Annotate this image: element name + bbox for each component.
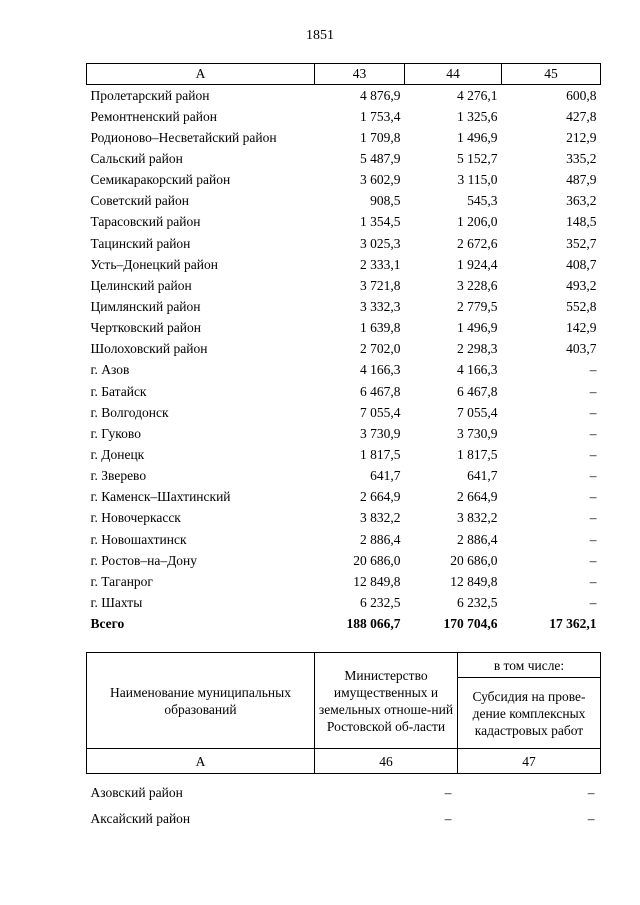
subsidy-header: Субсидия на прове-дение комплексных кадастровых работ	[458, 678, 601, 749]
value-col-45: –	[589, 489, 597, 505]
page-number: 1851	[306, 28, 334, 43]
value-col-44: 1 924,4	[457, 256, 498, 272]
value-col-43: 641,7	[370, 468, 401, 484]
municipality-name: Усть–Донецкий район	[90, 256, 218, 272]
value-col-44: 2 886,4	[457, 531, 498, 547]
municipality-name: Тацинский район	[90, 235, 191, 251]
table-row	[87, 170, 601, 191]
municipality-name: Целинский район	[90, 277, 192, 293]
value-col-43: 6 232,5	[360, 594, 401, 610]
table-row	[87, 212, 601, 233]
table1-header-cell: 44	[405, 64, 502, 85]
value-col-43: 1 753,4	[360, 108, 401, 124]
table1-header-cell: А	[87, 64, 315, 85]
value-col-44: 7 055,4	[457, 404, 498, 420]
value-col-44: 1 325,6	[457, 108, 498, 124]
table-row	[87, 806, 601, 832]
total-col-44: 170 704,6	[443, 616, 498, 632]
value-col-44: 4 166,3	[457, 362, 498, 378]
value-col-44: 545,3	[467, 193, 498, 209]
municipality-name: г. Азов	[90, 362, 130, 378]
subsidy-value: –	[587, 810, 595, 826]
value-col-43: 1 639,8	[360, 320, 401, 336]
ministry-header: Министерство имущественных и земельных отноше-ний Ростовской об-ласти	[315, 653, 458, 749]
value-col-43: 3 602,9	[360, 172, 401, 188]
value-col-44: 3 228,6	[457, 277, 498, 293]
table-row	[87, 148, 601, 169]
value-col-45: 427,8	[566, 108, 597, 124]
total-col-43: 188 066,7	[346, 616, 401, 632]
municipality-name: Чертковский район	[90, 320, 201, 336]
value-col-45: –	[589, 383, 597, 399]
value-col-44: 2 779,5	[457, 298, 498, 314]
value-col-44: 1 496,9	[457, 320, 498, 336]
value-col-43: 12 849,8	[353, 573, 401, 589]
value-col-43: 3 832,2	[360, 510, 401, 526]
value-col-45: –	[589, 468, 597, 484]
value-col-45: 600,8	[566, 87, 597, 103]
value-col-45: –	[589, 362, 597, 378]
table2-colnum-cell: 47	[458, 749, 601, 774]
table-row	[87, 318, 601, 339]
value-col-45: –	[589, 425, 597, 441]
municipality-header: Наименование муниципальных образований	[87, 653, 315, 749]
municipality-name: г. Зверево	[90, 468, 147, 484]
table-row	[87, 592, 601, 613]
budget-table-part1	[86, 63, 601, 635]
value-col-44: 12 849,8	[450, 573, 498, 589]
value-col-44: 6 467,8	[457, 383, 498, 399]
value-col-43: 4 166,3	[360, 362, 401, 378]
value-col-45: 552,8	[566, 298, 597, 314]
municipality-name: г. Шахты	[90, 594, 143, 610]
value-col-43: 3 332,3	[360, 298, 401, 314]
municipality-name: Семикаракорский район	[90, 172, 231, 188]
budget-table-part2	[86, 652, 601, 832]
municipality-name: г. Батайск	[90, 383, 147, 399]
total-col-45: 17 362,1	[549, 616, 597, 632]
value-col-43: 2 333,1	[360, 256, 401, 272]
value-col-44: 6 232,5	[457, 594, 498, 610]
value-col-44: 3 730,9	[457, 425, 498, 441]
table-row	[87, 423, 601, 444]
value-col-44: 2 672,6	[457, 235, 498, 251]
total-row	[87, 614, 601, 635]
table-row	[87, 191, 601, 212]
value-col-44: 641,7	[467, 468, 498, 484]
value-col-43: 7 055,4	[360, 404, 401, 420]
value-col-45: 142,9	[566, 320, 597, 336]
municipality-name: Пролетарский район	[90, 87, 210, 103]
municipality-name: г. Волгодонск	[90, 404, 169, 420]
table1-header-cell: 45	[502, 64, 601, 85]
table1-header-row	[87, 64, 601, 85]
value-col-44: 20 686,0	[450, 552, 498, 568]
table-row	[87, 85, 601, 107]
value-col-45: 403,7	[566, 341, 597, 357]
subsidy-value: –	[587, 784, 595, 800]
value-col-43: 3 730,9	[360, 425, 401, 441]
table-row	[87, 487, 601, 508]
value-col-45: –	[589, 552, 597, 568]
municipality-name: Ремонтненский район	[90, 108, 217, 124]
table-row	[87, 254, 601, 275]
municipality-name: г. Каменск–Шахтинский	[90, 489, 231, 505]
ministry-value: –	[444, 784, 452, 800]
value-col-44: 4 276,1	[457, 87, 498, 103]
municipality-name: Советский район	[90, 193, 189, 209]
municipality-name: г. Новошахтинск	[90, 531, 187, 547]
municipality-name: Азовский район	[90, 784, 183, 800]
municipality-name: Родионово–Несветайский район	[90, 129, 277, 145]
value-col-43: 908,5	[370, 193, 401, 209]
table-row	[87, 402, 601, 423]
value-col-45: 408,7	[566, 256, 597, 272]
value-col-45: –	[589, 531, 597, 547]
value-col-45: 352,7	[566, 235, 597, 251]
value-col-43: 2 702,0	[360, 341, 401, 357]
table-row	[87, 339, 601, 360]
including-header: в том числе:	[458, 653, 601, 678]
value-col-43: 1 709,8	[360, 129, 401, 145]
value-col-44: 1 496,9	[457, 129, 498, 145]
value-col-45: 148,5	[566, 214, 597, 230]
value-col-45: 363,2	[566, 193, 597, 209]
ministry-value: –	[444, 810, 452, 826]
table-row	[87, 780, 601, 806]
table-row	[87, 360, 601, 381]
table-row	[87, 296, 601, 317]
table2-colnum-cell: А	[87, 749, 315, 774]
municipality-name: г. Донецк	[90, 446, 145, 462]
municipality-name: Тарасовский район	[90, 214, 201, 230]
value-col-44: 2 298,3	[457, 341, 498, 357]
table1-header-cell: 43	[315, 64, 405, 85]
value-col-43: 1 354,5	[360, 214, 401, 230]
value-col-45: –	[589, 510, 597, 526]
total-label: Всего	[90, 616, 125, 632]
municipality-name: г. Ростов–на–Дону	[90, 552, 198, 568]
value-col-43: 4 876,9	[360, 87, 401, 103]
value-col-45: 212,9	[566, 129, 597, 145]
table-row	[87, 106, 601, 127]
value-col-45: –	[589, 404, 597, 420]
value-col-45: 487,9	[566, 172, 597, 188]
municipality-name: Шолоховский район	[90, 341, 208, 357]
table2-colnum-cell: 46	[315, 749, 458, 774]
table-row	[87, 466, 601, 487]
table-row	[87, 529, 601, 550]
municipality-name: Аксайский район	[90, 810, 191, 826]
municipality-name: Сальский район	[90, 150, 183, 166]
table-row	[87, 571, 601, 592]
table-row	[87, 508, 601, 529]
value-col-44: 5 152,7	[457, 150, 498, 166]
value-col-44: 3 832,2	[457, 510, 498, 526]
municipality-name: Цимлянский район	[90, 298, 201, 314]
value-col-44: 2 664,9	[457, 489, 498, 505]
value-col-43: 20 686,0	[353, 552, 401, 568]
value-col-45: 335,2	[566, 150, 597, 166]
table-row	[87, 127, 601, 148]
table-row	[87, 550, 601, 571]
value-col-43: 5 487,9	[360, 150, 401, 166]
value-col-43: 6 467,8	[360, 383, 401, 399]
municipality-name: г. Новочеркасск	[90, 510, 181, 526]
value-col-43: 3 721,8	[360, 277, 401, 293]
value-col-45: –	[589, 594, 597, 610]
table-row	[87, 444, 601, 465]
value-col-45: –	[589, 573, 597, 589]
table-row	[87, 381, 601, 402]
table1-body	[87, 85, 601, 635]
municipality-name: г. Таганрог	[90, 573, 153, 589]
value-col-43: 1 817,5	[360, 446, 401, 462]
table2-column-numbers-row	[87, 749, 601, 774]
table-row	[87, 233, 601, 254]
value-col-44: 1 817,5	[457, 446, 498, 462]
value-col-43: 3 025,3	[360, 235, 401, 251]
municipality-name: г. Гуково	[90, 425, 141, 441]
table-row	[87, 275, 601, 296]
value-col-43: 2 886,4	[360, 531, 401, 547]
value-col-44: 3 115,0	[457, 172, 498, 188]
value-col-45: –	[589, 446, 597, 462]
value-col-44: 1 206,0	[457, 214, 498, 230]
value-col-45: 493,2	[566, 277, 597, 293]
value-col-43: 2 664,9	[360, 489, 401, 505]
